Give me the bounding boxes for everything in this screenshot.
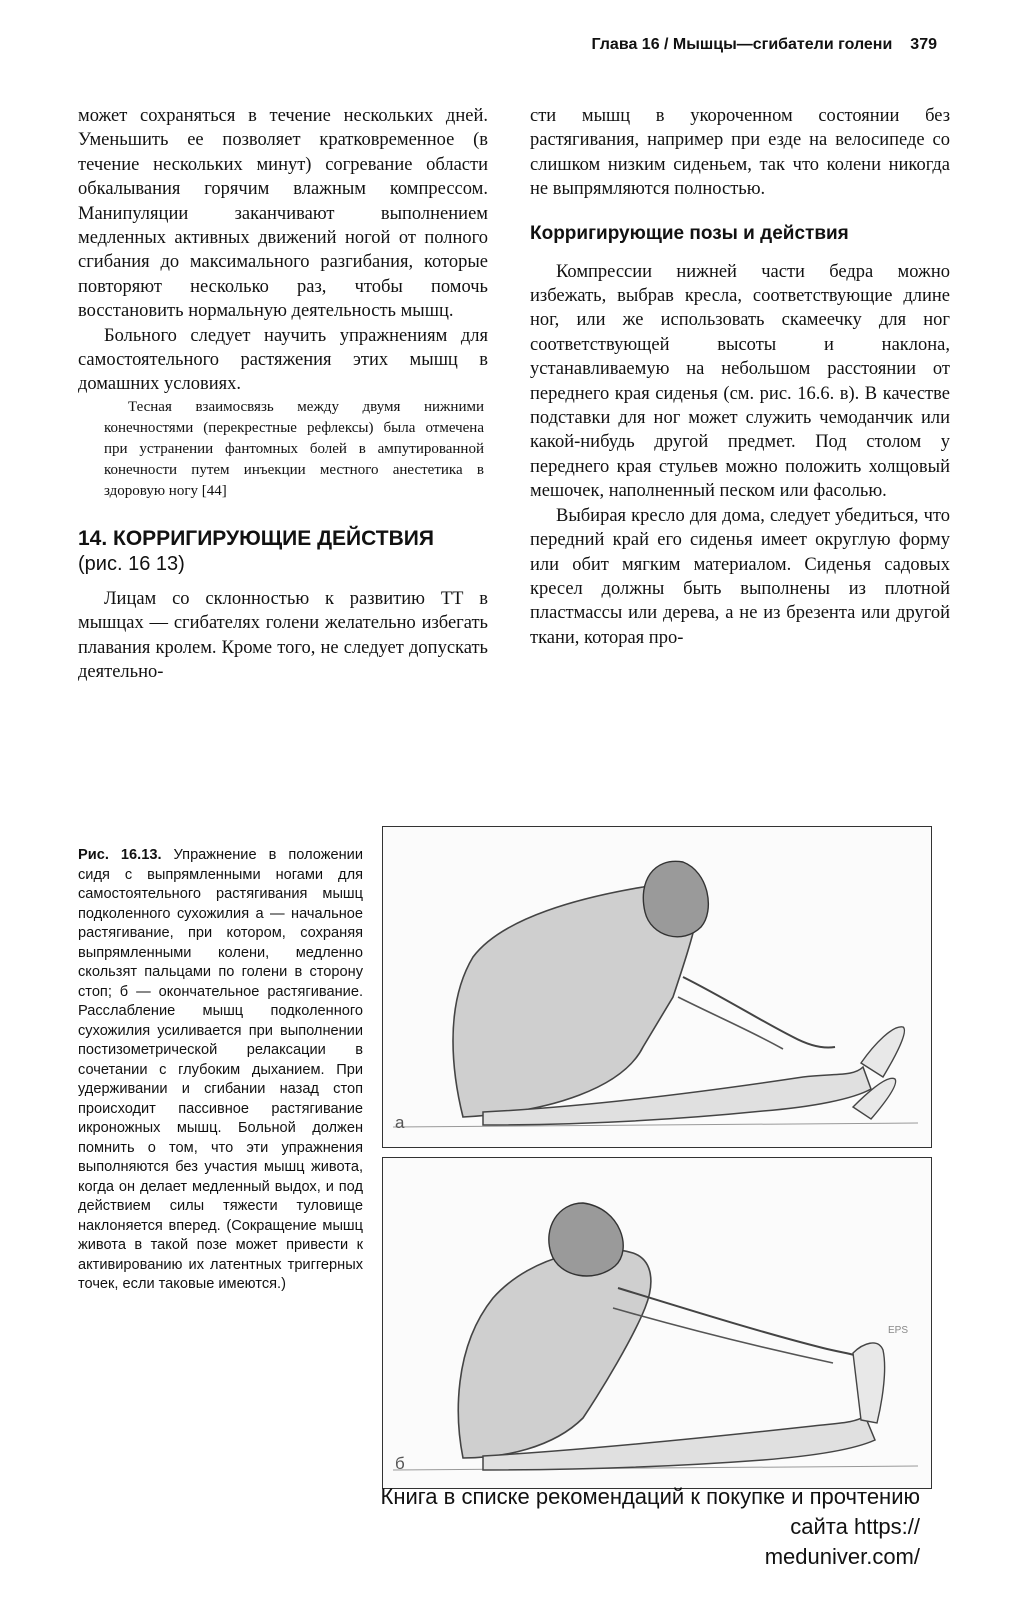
right-paragraph-3: Выбирая кресло для дома, следует убедиться, что передний край его сиденья имеет округлую форму или обит мягким материалом. Сиденья садовых кресел должны быть выполнены из плотной пластмассы или дерева, а не из брезента или другой ткани, которая про- — [530, 505, 950, 648]
right-paragraph-2: Компрессии нижней части бедра можно избежать, выбрав кресла, соответствующие длине ног, или же использовать скамеечку для ног соответствующей высоты и наклона, устанавливаемую на небольшом расстоянии от переднего края сиденья (см. рис. 16.6. в). В качестве подставки для ног может служить чемоданчик или какой-нибудь другой предмет. Под столом у переднего края стульев можно положить холщовый мешочек, наполненный песком или фасолью. — [530, 261, 950, 502]
footer-line-2: meduniver.com/ — [764, 1544, 920, 1569]
chapter-title: Глава 16 / Мышцы—сгибатели голени — [591, 36, 893, 53]
left-paragraph-3: Лицам со склонностью к развитию ТТ в мышцах — сгибателях голени желательно избегать плавания кролем. Кроме того, не следует допускать деятельно- — [78, 588, 488, 683]
seated-stretch-illustration-b — [383, 1158, 931, 1488]
panel-label-b: б — [395, 1454, 405, 1473]
figure-caption — [78, 846, 363, 1295]
running-header — [517, 36, 937, 54]
footer-line-1: Книга в списке рекомендаций к покупке и прочтению сайта https:// — [380, 1484, 920, 1539]
left-paragraph-1: может сохраняться в течение нескольких дней. Уменьшить ее позволяет кратковременное (в течение нескольких минут) согревание области обкалывания горячим влажным компрессом. Манипуляции заканчивают выполнением медленных активных движений ногой от полного сгибания до максимального разгибания, которые повторяют несколько раз, чтобы помочь восстановить нормальную деятельность мышц. — [78, 106, 488, 322]
figure-caption-text: Упражнение в положении сидя с выпрямленными ногами для самостоятельного растягивания мышц подколенного сухожилия а — начальное растягивание, при котором, сохраняя выпрямленными колени, медленно скользят пальцами по голени в сторону стоп; б — окончательное растягивание. Расслабление мышц подколенного сухожилия усиливается при выполнении постизометрической релаксации в сочетании с глубоким дыханием. При удерживании и сгибании назад стоп происходит пассивное растягивание икроножных мышц. Больной должен помнить о том, что эти упражнения выполняются без участия мышц живота, когда он делает медленный выдох, и под действием силы тяжести туловище наклоняется вперед. (Сокращение мышц живота в такой позе может привести к активированию их латентных триггерных точек, если таковые имеются.) — [78, 847, 363, 1292]
section-subtitle: (рис. 16 13) — [78, 552, 185, 575]
footnote-text: Тесная взаимосвязь между двумя нижними конечностями (перекрестные рефлексы) была отмечена при устранении фантомных болей в ампутированной конечности путем инъекции местного анестетика в здоровую ногу [44] — [104, 398, 484, 499]
panel-label-a: а — [395, 1113, 405, 1132]
page-number: 379 — [910, 36, 937, 53]
left-column — [78, 104, 488, 685]
seated-stretch-illustration-a — [383, 827, 931, 1147]
left-paragraph-2: Больного следует научить упражнениям для самостоятельного растяжения этих мышц в домашних условиях. — [78, 325, 488, 395]
artist-signature: EPS — [888, 1325, 909, 1336]
right-column — [530, 104, 950, 650]
right-paragraph-1: сти мышц в укороченном состоянии без растягивания, например при езде на велосипеде со слишком низким сиденьем, так что колени никогда не выпрямляются полностью. — [530, 106, 950, 200]
section-title: 14. КОРРИГИРУЮЩИЕ ДЕЙСТВИЯ — [78, 526, 434, 550]
figure-panel-a — [382, 826, 932, 1148]
subheading: Корригирующие позы и действия — [530, 222, 849, 244]
figure-label: Рис. 16.13. — [78, 847, 162, 863]
site-footer — [380, 1482, 920, 1572]
figure-panel-b — [382, 1157, 932, 1489]
